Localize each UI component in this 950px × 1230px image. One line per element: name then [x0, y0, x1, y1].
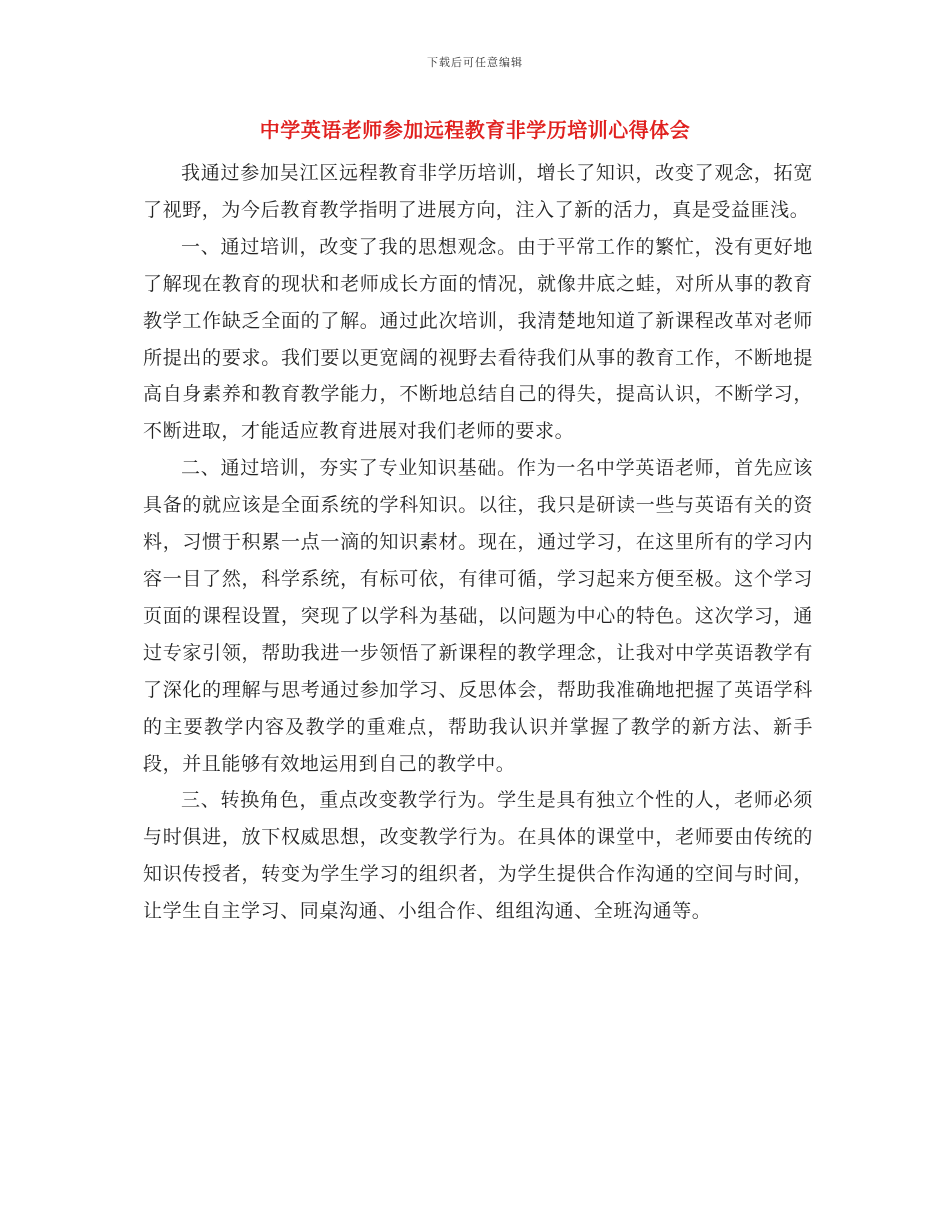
- paragraph-section-1: 一、通过培训，改变了我的思想观念。由于平常工作的繁忙，没有更好地了解现在教育的现状和老师成长方面的情况，就像井底之蛙，对所从事的教育教学工作缺乏全面的了解。通过此次培训，我清楚地知道了新课程改革对老师所提出的要求。我们要以更宽阔的视野去看待我们从事的教育工作，不断地提高自身素养和教育教学能力，不断地总结自己的得失，提高认识，不断学习，不断进取，才能适应教育进展对我们老师的要求。: [143, 235, 813, 443]
- document-title: 中学英语老师参加远程教育非学历培训心得体会: [259, 118, 691, 142]
- page-header-note: 下载后可任意编辑: [427, 56, 523, 69]
- paragraph-section-3: 三、转换角色，重点改变教学行为。学生是具有独立个性的人，老师必须与时俱进，放下权威思想，改变教学行为。在具体的课堂中，老师要由传统的知识传授者，转变为学生学习的组织者，为学生提供合作沟通的空间与时间，让学生自主学习、同桌沟通、小组合作、组组沟通、全班沟通等。: [143, 789, 813, 923]
- paragraph-section-2: 二、通过培训，夯实了专业知识基础。作为一名中学英语老师，首先应该具备的就应该是全面系统的学科知识。以往，我只是研读一些与英语有关的资料，习惯于积累一点一滴的知识素材。现在，通过学习，在这里所有的学习内容一目了然，科学系统，有标可依，有律可循，学习起来方便至极。这个学习页面的课程设置，突现了以学科为基础，以问题为中心的特色。这次学习，通过专家引领，帮助我进一步领悟了新课程的教学理念，让我对中学英语教学有了深化的理解与思考通过参加学习、反思体会，帮助我准确地把握了英语学科的主要教学内容及教学的重难点，帮助我认识并掌握了教学的新方法、新手段，并且能够有效地运用到自己的教学中。: [143, 457, 813, 775]
- document-body: [143, 155, 813, 930]
- paragraph-intro: 我通过参加吴江区远程教育非学历培训，增长了知识，改变了观念，拓宽了视野，为今后教育教学指明了进展方向，注入了新的活力，真是受益匪浅。: [143, 162, 813, 221]
